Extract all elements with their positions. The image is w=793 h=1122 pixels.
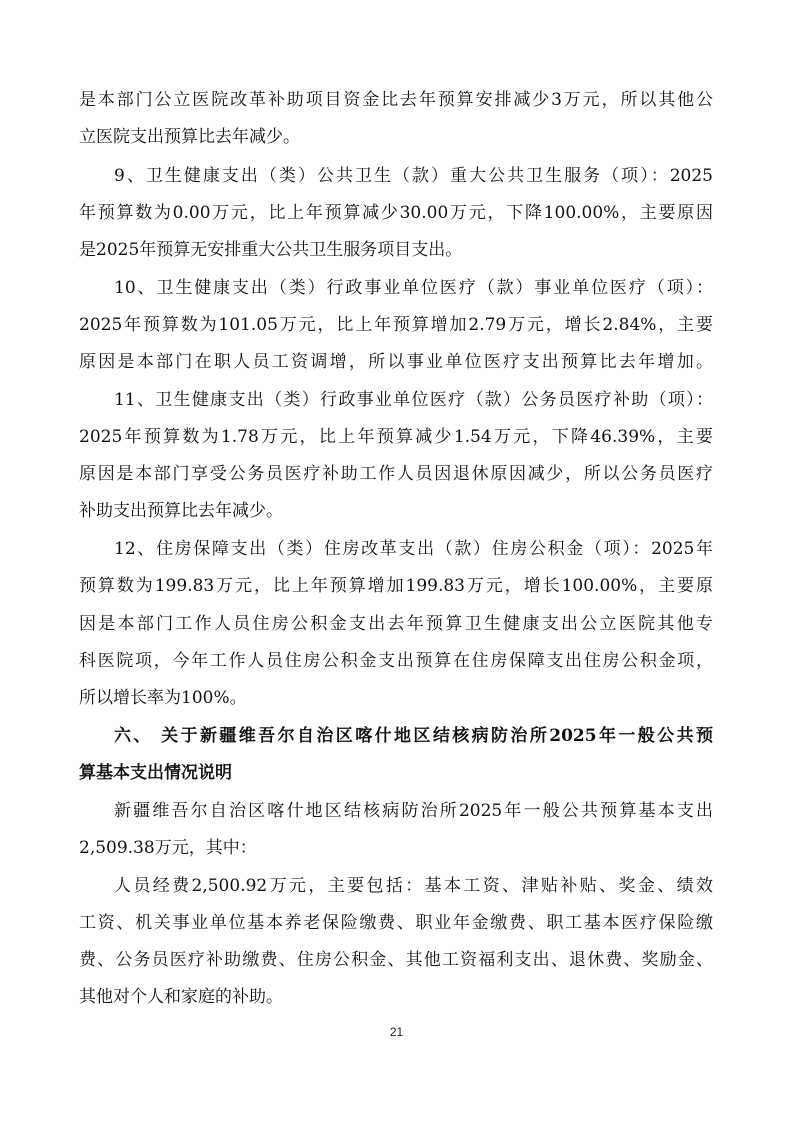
text-line: 人员经费2,500.92万元，主要包括：基本工资、津贴补贴、奖金、绩效 (114, 876, 713, 896)
text-line: 工资、机关事业单位基本养老保险缴费、职业年金缴费、职工基本医疗保险缴 (79, 913, 713, 933)
section-heading: 六、 关于新疆维吾尔自治区喀什地区结核病防治所2025年一般公共预 (114, 726, 713, 746)
text-line: 2025年预算数为1.78万元，比上年预算减少1.54万元，下降46.39%，主要 (79, 427, 713, 447)
text-line: 补助支出预算比去年减少。 (79, 501, 283, 521)
text-line: 费、公务员医疗补助缴费、住房公积金、其他工资福利支出、退休费、奖励金、 (79, 950, 713, 970)
text-line: 其他对个人和家庭的补助。 (79, 987, 283, 1007)
text-line: 2025年预算数为101.05万元，比上年预算增加2.79万元，增长2.84%，主要 (79, 315, 713, 335)
text-line: 预算数为199.83万元，比上年预算增加199.83万元，增长100.00%，主要原 (79, 576, 713, 596)
text-line: 11、卫生健康支出（类）行政事业单位医疗（款）公务员医疗补助（项）： (114, 390, 713, 410)
text-line: 9、卫生健康支出（类）公共卫生（款）重大公共卫生服务（项）：2025 (114, 166, 713, 186)
text-line: 是2025年预算无安排重大公共卫生服务项目支出。 (79, 240, 463, 260)
text-line: 新疆维吾尔自治区喀什地区结核病防治所2025年一般公共预算基本支出 (114, 801, 713, 821)
text-line: 原因是本部门在职人员工资调增，所以事业单位医疗支出预算比去年增加。 (79, 352, 713, 372)
text-line: 10、卫生健康支出（类）行政事业单位医疗（款）事业单位医疗（项）： (114, 278, 713, 298)
text-line: 因是本部门工作人员住房公积金支出去年预算卫生健康支出公立医院其他专 (79, 614, 713, 634)
text-line: 科医院项，今年工作人员住房公积金支出预算在住房保障支出住房公积金项， (79, 651, 713, 671)
text-line: 所以增长率为100%。 (79, 688, 247, 708)
text-line: 原因是本部门享受公务员医疗补助工作人员因退休原因减少，所以公务员医疗 (79, 464, 713, 484)
text-line: 年预算数为0.00万元，比上年预算减少30.00万元，下降100.00%，主要原因 (79, 203, 713, 223)
text-line: 立医院支出预算比去年减少。 (79, 127, 300, 147)
page-number: 21 (389, 1025, 404, 1039)
text-line: 12、住房保障支出（类）住房改革支出（款）住房公积金（项）：2025年 (114, 539, 713, 559)
section-heading: 算基本支出情况说明 (79, 763, 232, 783)
text-line: 2,509.38万元，其中： (79, 838, 257, 858)
text-line: 是本部门公立医院改革补助项目资金比去年预算安排减少3万元，所以其他公 (79, 90, 713, 110)
